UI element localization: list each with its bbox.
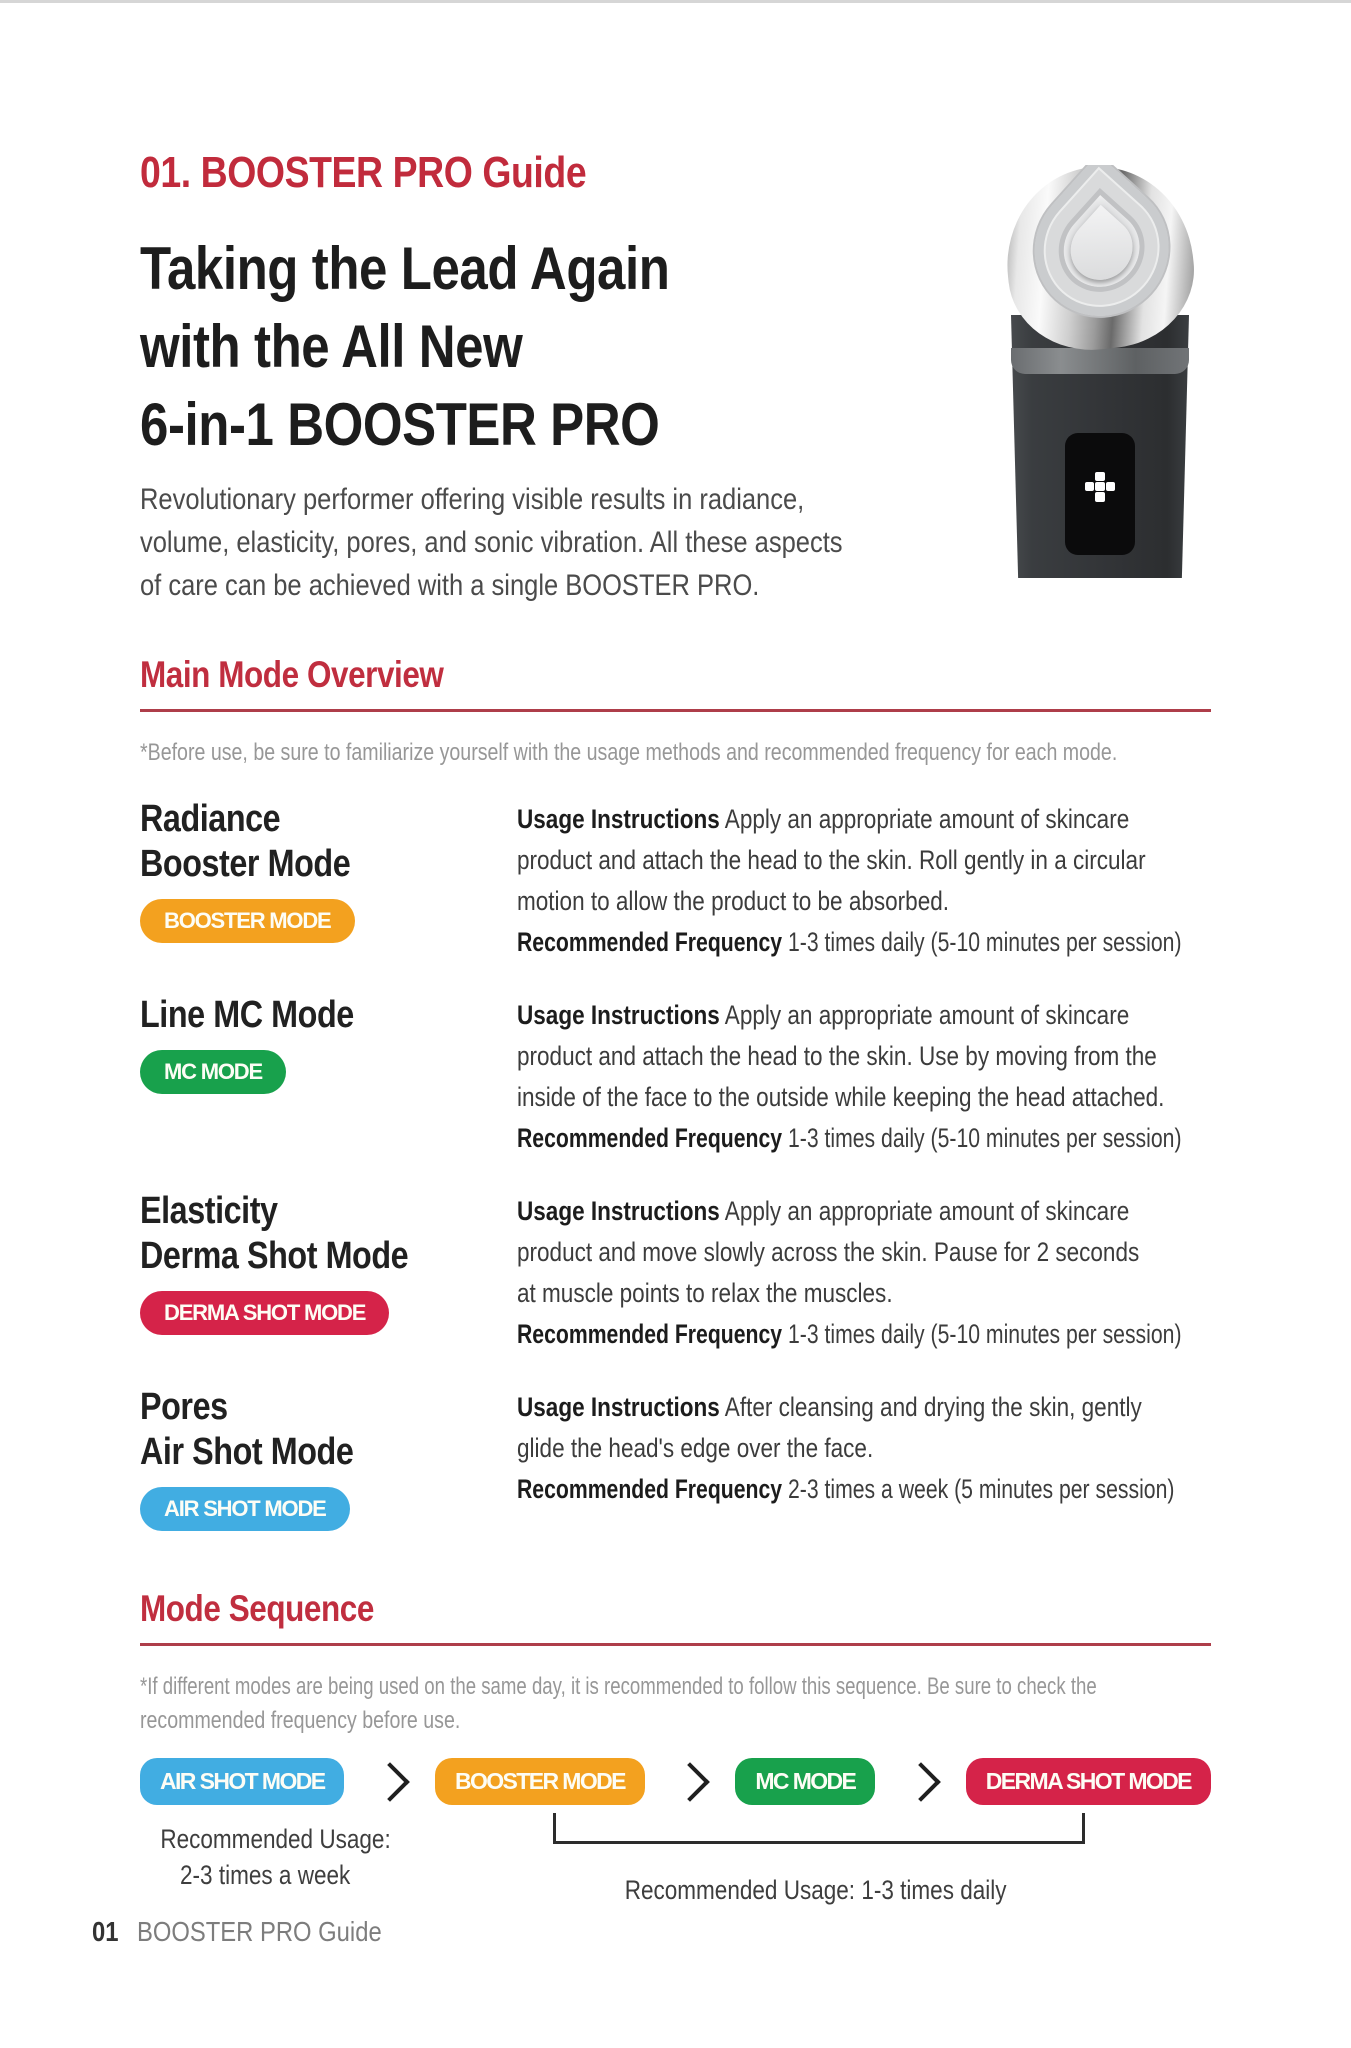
overview-note: *Before use, be sure to familiarize yourself with the usage methods and recommended frequency for each mode. (140, 739, 1118, 766)
mode-badge-mc: MC MODE (140, 1050, 286, 1094)
mode-list (140, 797, 1211, 1531)
sequence-badge-derma: DERMA SHOT MODE (966, 1758, 1211, 1805)
sequence-badge-booster: BOOSTER MODE (435, 1758, 645, 1805)
red-rule (140, 709, 1211, 712)
page-number: 01 (92, 1916, 119, 1947)
frequency-label: Recommended Frequency (517, 1123, 783, 1153)
mode-row-booster (140, 797, 1211, 963)
footer-label: BOOSTER PRO Guide (137, 1916, 382, 1947)
mode-row-airshot (140, 1385, 1211, 1531)
mode-description: Usage Instructions After cleansing and drying the skin, gently glide the head's edge over the face. Recommended Frequency 2-3 times a week (5 minutes per session) (517, 1392, 1175, 1504)
chevron-right-icon (670, 1762, 710, 1802)
sequence-captions (140, 1805, 1211, 1975)
mode-badge-booster: BOOSTER MODE (140, 899, 355, 943)
page-footer (92, 1916, 425, 1948)
page-title (140, 230, 1211, 464)
overview-heading: Main Mode Overview (140, 654, 444, 695)
usage-label: Usage Instructions (517, 804, 720, 834)
mode-badge-derma: DERMA SHOT MODE (140, 1291, 389, 1335)
intro-line: Revolutionary performer offering visible results in radiance, (140, 483, 805, 516)
sequence-note: *If different modes are being used on the same day, it is recommended to follow this sequence. Be sure to check the recommended frequency before use. (140, 1673, 1097, 1734)
red-rule (140, 1643, 1211, 1646)
frequency-label: Recommended Frequency (517, 1319, 783, 1349)
mode-description: Usage Instructions Apply an appropriate amount of skincare product and attach the head to the skin. Roll gently in a circular motion to allow the product to be absorbed. Recommended Frequency 1-3 times daily (5-10 minutes per session) (517, 804, 1182, 957)
page-title-line: with the All New (140, 313, 523, 380)
mode-description: Usage Instructions Apply an appropriate amount of skincare product and move slowly across the skin. Pause for 2 seconds at muscle points to relax the muscles. Recommended Frequency 1-3 times daily (5-10 minutes per session) (517, 1196, 1182, 1349)
usage-label: Usage Instructions (517, 1392, 720, 1422)
frequency-label: Recommended Frequency (517, 1474, 783, 1504)
intro-line: volume, elasticity, pores, and sonic vibration. All these aspects (140, 526, 843, 559)
section-kicker: 01. BOOSTER PRO Guide (140, 148, 587, 197)
sequence-badge-airshot: AIR SHOT MODE (140, 1758, 344, 1805)
page-title-line: Taking the Lead Again (140, 235, 670, 302)
page-content (140, 0, 1211, 1975)
airshot-usage-caption: Recommended Usage: 2-3 times a week (160, 1824, 391, 1890)
page-title-line: 6-in-1 BOOSTER PRO (140, 391, 660, 458)
usage-label: Usage Instructions (517, 1196, 720, 1226)
chevron-right-icon (370, 1762, 410, 1802)
sequence-bracket (553, 1813, 1085, 1844)
mode-row-derma (140, 1189, 1211, 1355)
mode-description: Usage Instructions Apply an appropriate amount of skincare product and attach the head to the skin. Use by moving from the inside of the face to the outside while keeping the head attached. Recommended Frequency 1-3 times daily (5-10 minutes per session) (517, 1000, 1182, 1153)
mode-row-mc (140, 993, 1211, 1159)
mode-title: Line MC Mode (140, 994, 354, 1036)
chevron-right-icon (901, 1762, 941, 1802)
intro-paragraph (140, 478, 1211, 607)
sequence-heading: Mode Sequence (140, 1588, 374, 1629)
mode-badge-airshot: AIR SHOT MODE (140, 1487, 350, 1531)
frequency-label: Recommended Frequency (517, 927, 783, 957)
mode-title: Elasticity Derma Shot Mode (140, 1190, 409, 1277)
intro-line: of care can be achieved with a single BOOSTER PRO. (140, 569, 760, 602)
daily-usage-caption: Recommended Usage: 1-3 times daily (625, 1875, 1007, 1905)
sequence-badge-mc: MC MODE (735, 1758, 875, 1805)
mode-sequence-diagram (140, 1758, 1211, 1805)
mode-title: Pores Air Shot Mode (140, 1386, 354, 1473)
mode-title: Radiance Booster Mode (140, 798, 351, 885)
main-mode-overview-section (140, 655, 1211, 1531)
usage-label: Usage Instructions (517, 1000, 720, 1030)
